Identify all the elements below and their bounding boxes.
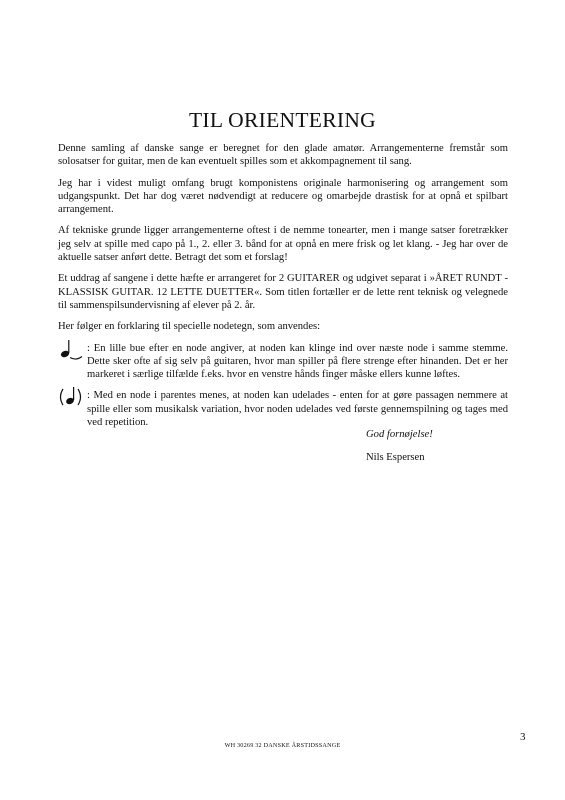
- page-number: 3: [520, 731, 526, 743]
- author-name: Nils Espersen: [366, 452, 425, 464]
- footer-catalog-line: WH 30269 32 DANSKE ÅRSTIDSSANGE: [224, 742, 341, 749]
- paragraph: Her følger en forklaring til specielle nodetegn, som anvendes:: [58, 321, 321, 333]
- paragraph: Jeg har i videst muligt omfang brugt komponistens originale harmonisering og arrangement som udgangspunkt. Det har dog været nødvendigt at reducere og omarbejde drastisk for at opnå et spilbart arrangement.: [58, 177, 508, 216]
- note-explanation-parenthesis: [58, 389, 508, 429]
- paragraph: Denne samling af danske sange er beregnet for den glade amatør. Arrangementerne fremstår som solosatser for guitar, men de kan eventuelt spilles som et akkompagnement til sang.: [58, 143, 508, 168]
- signature-block: [366, 428, 433, 465]
- body-text: [58, 142, 508, 437]
- page-title: TIL ORIENTERING: [188, 108, 376, 132]
- tied-note-icon: [58, 339, 86, 361]
- paragraph: Af tekniske grunde ligger arrangementerne oftest i de nemme tonearter, men i mange satser foretrækker jeg selv at spille med capo på 1., 2. eller 3. bånd for at opnå en mere frisk og let klang. - Jeg har over de aktuelle satser anført dette. Betragt det som et forslag!: [58, 225, 508, 264]
- note-text: : Med en node i parentes menes, at noden kan udelades - enten for at gøre passagen nemmere at spille eller som musikalsk variation, hvor noden udelades ved første gennemspilning og tages med ved repetition.: [87, 390, 508, 429]
- note-explanation-tie: [58, 342, 508, 382]
- note-text: : En lille bue efter en node angiver, at noden kan klinge ind over næste node i samme stemme. Dette sker ofte af sig selv på guitaren, hvor man spiller på flere strenge efter hinanden. Det er her markeret i særlige tilfælde f.eks. hvor en venstre hånds finger måske ellers kunne løftes.: [87, 342, 508, 381]
- closing-greeting: God fornøjelse!: [366, 429, 433, 440]
- parenthesized-note-icon: [58, 386, 86, 408]
- paragraph: Et uddrag af sangene i dette hæfte er arrangeret for 2 GUITARER og udgivet separat i »ÅRET RUNDT - KLASSISK GUITAR. 12 LETTE DUETTER«. Som titlen fortæller er de lette rent teknisk og velegnede til sammenspilsundervisning af elever på 2. år.: [58, 273, 508, 311]
